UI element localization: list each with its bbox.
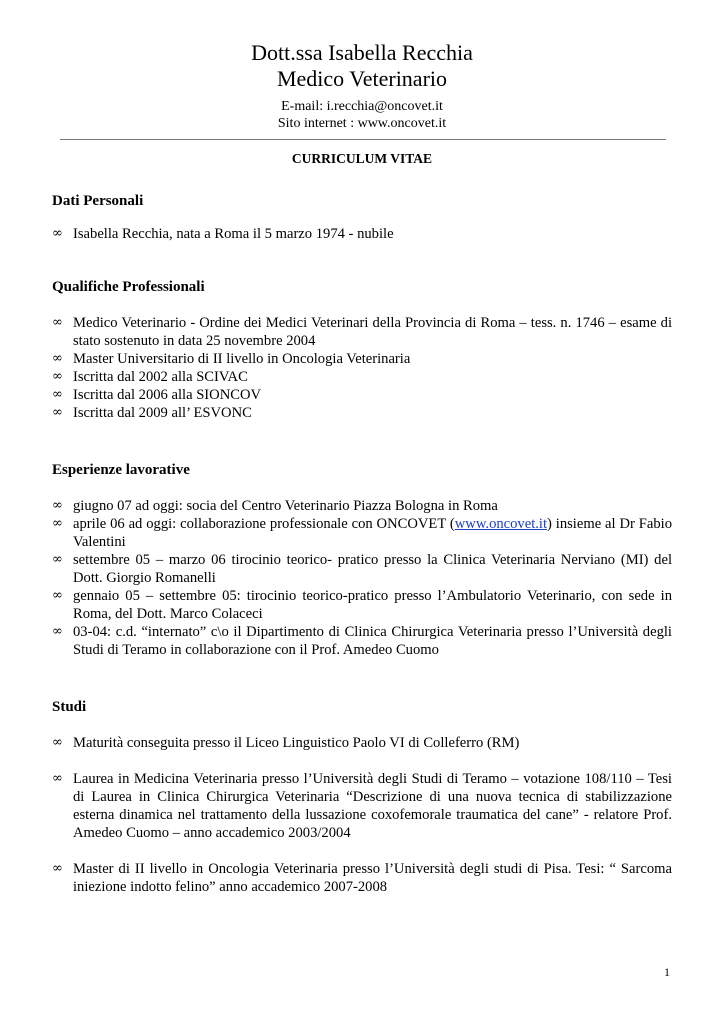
list-item: ∞ Master di II livello in Oncologia Veterinaria presso l’Università degli studi di Pisa. Tesi: “ Sarcoma iniezione indotto felino” anno accademico 2007-2008 <box>52 861 672 895</box>
doctor-role: Medico Veterinario <box>276 66 448 91</box>
list-item: ∞ giugno 07 ad oggi: socia del Centro Veterinario Piazza Bologna in Roma <box>52 498 498 514</box>
page-number: 1 <box>664 965 670 979</box>
infinity-bullet-icon: ∞ <box>52 552 63 567</box>
section-qualifiche <box>52 278 672 422</box>
infinity-bullet-icon: ∞ <box>52 405 63 420</box>
infinity-bullet-icon: ∞ <box>52 516 63 531</box>
infinity-bullet-icon: ∞ <box>52 771 63 786</box>
section-heading: Studi <box>52 699 87 715</box>
list-item: ∞ Iscritta dal 2002 alla SCIVAC <box>52 369 248 385</box>
list-item: ∞ Laurea in Medicina Veterinaria presso l’Università degli Studi di Teramo – votazione 108/110 – Tesi di Laurea in Clinica Chirurgica Veterinaria “Descrizione di una nuova tecnica di stabilizzazione esterna dinamica nel trattamento della lussazione coxofemorale traumatica del cane” - relatore Prof. Amedeo Cuomo – anno accademico 2003/2004 <box>52 771 672 841</box>
section-dati-personali <box>52 192 672 243</box>
list-item: ∞ aprile 06 ad oggi: collaborazione professionale con ONCOVET (www.oncovet.it) insieme al Dr Fabio Valentini <box>52 516 672 550</box>
list-item: ∞ Maturità conseguita presso il Liceo Linguistico Paolo VI di Colleferro (RM) <box>52 735 520 751</box>
infinity-bullet-icon: ∞ <box>52 624 63 639</box>
studi-list <box>52 734 672 896</box>
infinity-bullet-icon: ∞ <box>52 351 63 366</box>
website-line: Sito internet : www.oncovet.it <box>277 116 447 131</box>
infinity-bullet-icon: ∞ <box>52 369 63 384</box>
document-title: CURRICULUM VITAE <box>291 151 433 166</box>
section-heading: Dati Personali <box>52 193 144 209</box>
dati-personali-list <box>52 225 672 243</box>
section-esperienze <box>52 461 672 659</box>
infinity-bullet-icon: ∞ <box>52 735 63 750</box>
list-item: ∞ settembre 05 – marzo 06 tirocinio teorico- pratico presso la Clinica Veterinaria Nerviano (MI) del Dott. Giorgio Romanelli <box>52 552 672 586</box>
letterhead <box>0 40 724 132</box>
list-item: ∞ Isabella Recchia, nata a Roma il 5 marzo 1974 - nubile <box>52 226 394 242</box>
infinity-bullet-icon: ∞ <box>52 498 63 513</box>
list-item: ∞ 03-04: c.d. “internato” c\o il Dipartimento di Clinica Chirurgica Veterinaria presso l’Università degli Studi di Teramo in collaborazione con il Prof. Amedeo Cuomo <box>52 624 672 658</box>
section-studi <box>52 698 672 896</box>
qualifiche-list <box>52 314 672 422</box>
infinity-bullet-icon: ∞ <box>52 387 63 402</box>
section-heading: Qualifiche Professionali <box>52 279 205 295</box>
infinity-bullet-icon: ∞ <box>52 315 63 330</box>
header-divider <box>60 139 666 140</box>
list-item: ∞ Medico Veterinario - Ordine dei Medici Veterinari della Provincia di Roma – tess. n. 1746 – esame di stato sostenuto in data 25 novembre 2004 <box>52 315 672 349</box>
infinity-bullet-icon: ∞ <box>52 226 63 241</box>
list-item: ∞ Iscritta dal 2009 all’ ESVONC <box>52 405 252 421</box>
list-item: ∞ gennaio 05 – settembre 05: tirocinio teorico-pratico presso l’Ambulatorio Veterinario, con sede in Roma, del Dott. Marco Colaceci <box>52 588 672 622</box>
infinity-bullet-icon: ∞ <box>52 588 63 603</box>
list-item: ∞ Iscritta dal 2006 alla SIONCOV <box>52 387 262 403</box>
email-line: E-mail: i.recchia@oncovet.it <box>281 99 443 114</box>
infinity-bullet-icon: ∞ <box>52 861 63 876</box>
esperienze-list <box>52 497 672 659</box>
doctor-name: Dott.ssa Isabella Recchia <box>251 40 473 65</box>
oncovet-website-link[interactable]: www.oncovet.it <box>454 516 548 532</box>
list-item: ∞ Master Universitario di II livello in Oncologia Veterinaria <box>52 351 411 367</box>
section-heading: Esperienze lavorative <box>52 462 190 478</box>
